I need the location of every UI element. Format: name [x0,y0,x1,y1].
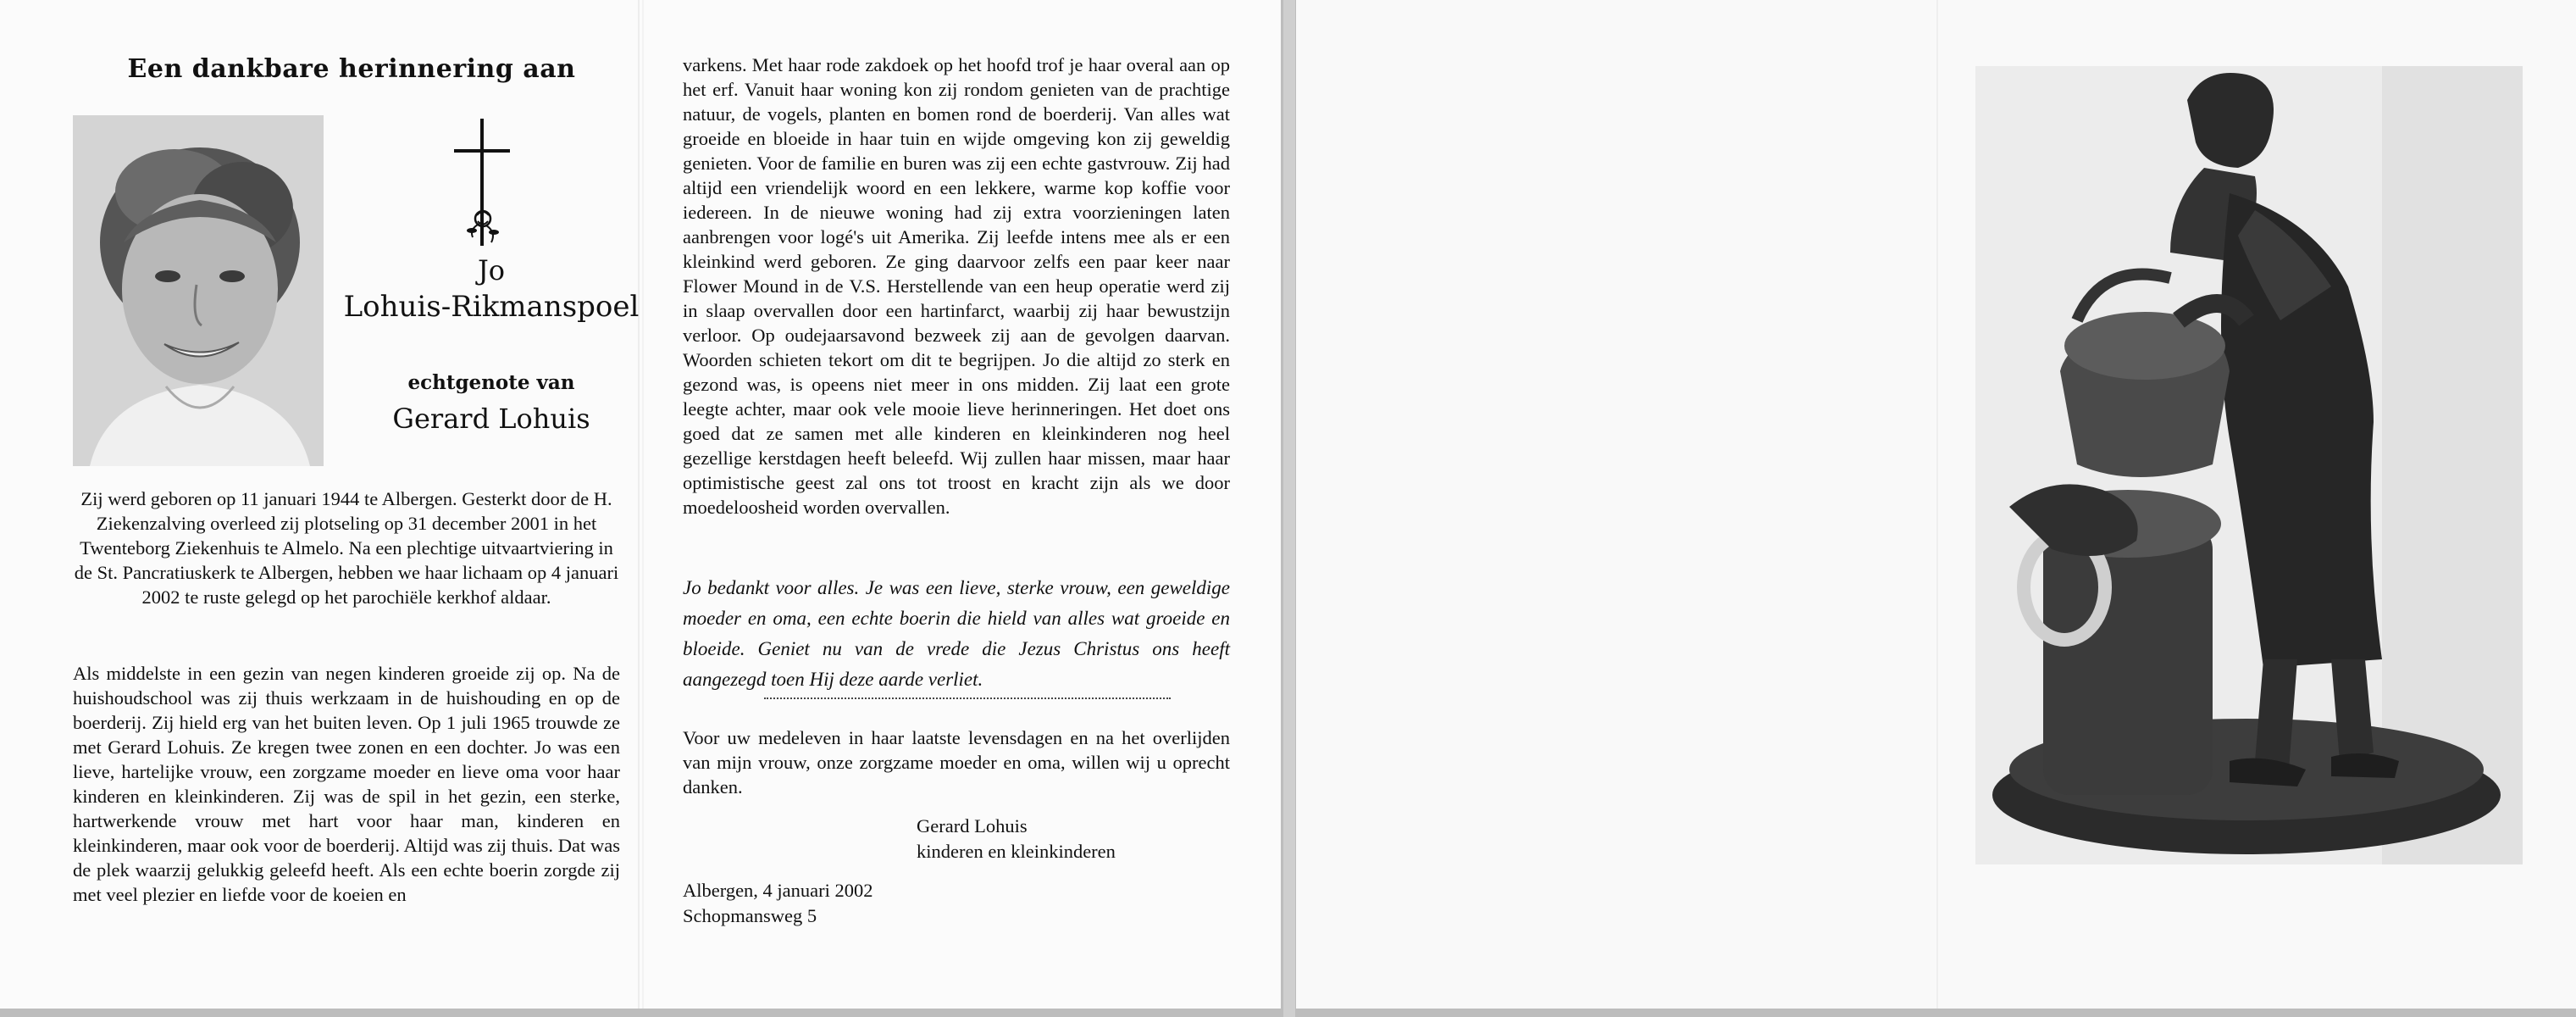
biography-text-right: varkens. Met haar rode zakdoek op het hoofd trof je haar overal aan op het erf. Vanuit haar woning kon zij rondom genieten van de prachtige natuur, de vogels, planten en bomen rond de boerderij. Van alles wat groeide en bloeide in haar tuin en wijde omgeving kon zij geweldig genieten. Voor de familie en buren was zij een echte gastvrouw. Zij had altijd een vriendelijk woord en een lekkere, warme kop koffie voor iedereen. In de nieuwe woning had zij extra voorzieningen laten aanbrengen voor logé's uit Amerika. Zij leefde intens mee als er een kleinkind werd geboren. Ze ging daarvoor zelfs een paar keer naar Flower Mound in de V.S. Herstellende van een heup operatie werd zij in slaap overvallen door een hartinfarct, waarbij zij haar bewustzijn verloor. Op oudejaarsavond bezweek zij aan de gevolgen daarvan. Woorden schieten tekort om dit te begrijpen. Jo die altijd zo sterk en gezond was, is opeens niet meer in ons midden. Zij laat een grote leegte achter, maar ook vele mooie lieve herinneringen. Het doet ons goed dat ze samen met alle kinderen en kleinkinderen nog heel gezellige kerstdagen heeft beleefd. Wij zullen haar missen, maar haar optimistische geest zal ons tot troost en kracht zijn als we door moedeloosheid worden overvallen. [683,54,1230,518]
thanks-paragraph: Voor uw medeleven in haar laatste levensdagen en na het overlijden van mijn vrouw, onze zorgzame moeder en oma, willen wij u oprecht danken. [683,727,1230,797]
address-line: Schopmansweg 5 [683,905,817,926]
deceased-first-name: Jo [477,254,506,286]
portrait-photo [73,115,324,466]
place-date-block [683,878,873,929]
card-gap [1283,0,1295,1017]
statue-photo [1975,66,2523,864]
spouse-name: Gerard Lohuis [392,403,590,435]
deceased-last-name: Lohuis-Rikmanspoel [343,290,640,324]
deceased-name-block [339,254,644,435]
biography-text-left: Als middelste in een gezin van negen kinderen groeide zij op. Na de huishoudschool was zij thuis werkzaam in de huishouding en op de boerderij. Zij hield erg van het buiten leven. Op 1 juli 1965 trouwde ze met Gerard Lohuis. Ze kregen twee zonen en een dochter. Jo was een lieve, hartelijke vrouw, een zorgzame moeder en lieve oma voor haar kinderen en kleinkinderen. Zij was de spil in het gezin, een sterke, hartwerkende vrouw met hart voor haar man, kinderen en kleinkinderen, maar ook voor de boerderij. Altijd was zij thuis. Dat was de plek waarzij gelukkig geleefd heeft. Als een echte boerin zorgde zij met veel plezier en liefde voor de koeien en [73,663,620,905]
card-heading: Een dankbare herinnering aan [127,54,576,84]
birth-death-paragraph: Zij werd geboren op 11 januari 1944 te Albergen. Gesterkt door de H. Ziekenzalving overleed zij plotseling op 31 december 2001 in het Twenteborg Ziekenhuis te Almelo. Na een plechtige uitvaartviering in de St. Pancratiuskerk te Albergen, hebben we haar lichaam op 4 januari 2002 te ruste gelegd op het parochiële kerkhof aldaar. [74,488,619,608]
fold-crease [638,0,640,1009]
dotted-divider [764,697,1171,699]
card-inner-spread [0,0,1281,1009]
signature-family: kinderen en kleinkinderen [917,841,1116,862]
place-date-line: Albergen, 4 januari 2002 [683,880,873,901]
fold-crease-shadow [642,0,644,1009]
signature-name: Gerard Lohuis [917,815,1028,836]
biography-column-left [73,661,620,907]
spouse-label: echtgenote van [407,371,575,394]
signature-block [917,814,1116,864]
outer-fold-crease [1936,0,1938,1009]
farewell-quote: Jo bedankt voor alles. Je was een lieve, sterke vrouw, een geweldige moeder en oma, een echte boerin die hield van alles wat groeide en bloeide. Geniet nu van de vrede die Jezus Christus ons heeft aangezegd toen Hij deze aarde verliet. [683,577,1230,690]
biography-column-right [683,53,1230,520]
cross-with-rose-icon [449,119,517,246]
